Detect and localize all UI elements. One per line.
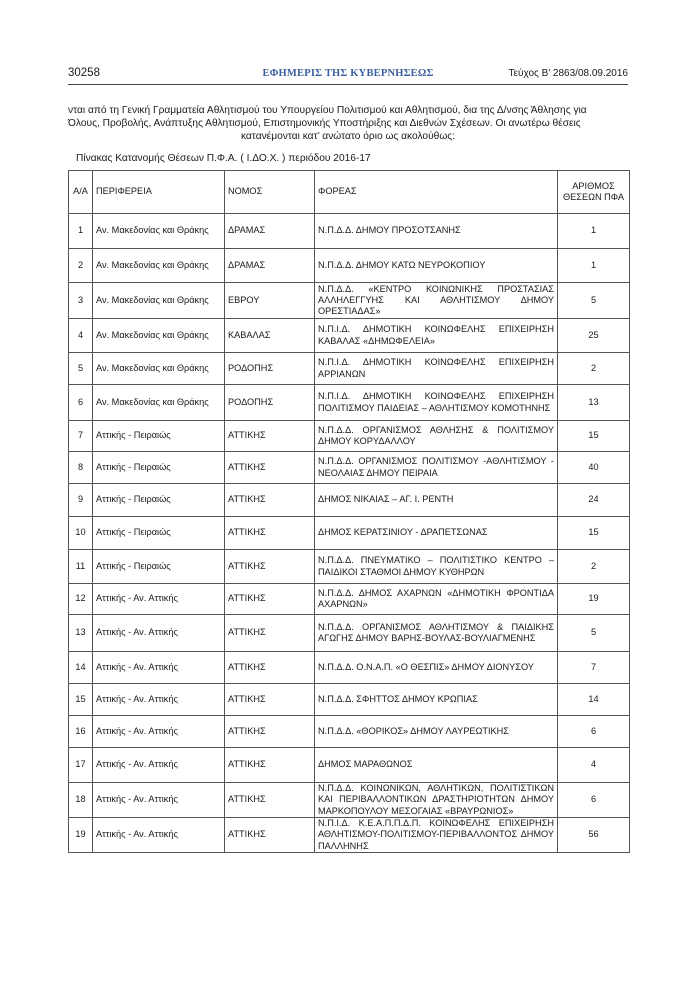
row-region: Αττικής - Πειραιώς <box>93 550 225 584</box>
header-prefecture: ΝΟΜΟΣ <box>225 171 315 214</box>
row-number: 19 <box>69 818 93 853</box>
row-number: 15 <box>69 684 93 716</box>
row-body: ΔΗΜΟΣ ΜΑΡΑΘΩΝΟΣ <box>315 748 558 783</box>
row-prefecture: ΡΟΔΟΠΗΣ <box>225 353 315 385</box>
row-positions: 2 <box>558 550 630 584</box>
row-number: 17 <box>69 748 93 783</box>
row-prefecture: ΑΤΤΙΚΗΣ <box>225 550 315 584</box>
row-body: Ν.Π.Δ.Δ. ΟΡΓΑΝΙΣΜΟΣ ΠΟΛΙΤΙΣΜΟΥ -ΑΘΛΗΤΙΣΜΟΥ - ΝΕΟΛΑΙΑΣ ΔΗΜΟΥ ΠΕΙΡΑΙΑ <box>315 452 558 484</box>
header-num: Α/Α <box>69 171 93 214</box>
row-prefecture: ΕΒΡΟΥ <box>225 283 315 319</box>
row-positions: 56 <box>558 818 630 853</box>
row-body: Ν.Π.Δ.Δ. ΟΡΓΑΝΙΣΜΟΣ ΑΘΛΗΣΗΣ & ΠΟΛΙΤΙΣΜΟΥ ΔΗΜΟΥ ΚΟΡΥΔΑΛΛΟΥ <box>315 421 558 452</box>
row-prefecture: ΚΑΒΑΛΑΣ <box>225 319 315 353</box>
gazette-title: ΕΦΗΜΕΡΙΣ ΤΗΣ ΚΥΒΕΡΝΗΣΕΩΣ <box>262 68 434 79</box>
row-positions: 6 <box>558 783 630 818</box>
row-number: 8 <box>69 452 93 484</box>
row-body: ΔΗΜΟΣ ΝΙΚΑΙΑΣ – ΑΓ. Ι. ΡΕΝΤΗ <box>315 484 558 517</box>
table-row <box>69 452 630 484</box>
row-body: Ν.Π.Ι.Δ. ΔΗΜΟΤΙΚΗ ΚΟΙΝΩΦΕΛΗΣ ΕΠΙΧΕΙΡΗΣΗ ΠΟΛΙΤΙΣΜΟΥ ΠΑΙΔΕΙΑΣ – ΑΘΛΗΤΙΣΜΟΥ ΚΟΜΟΤΗΝΗΣ <box>315 385 558 421</box>
row-positions: 14 <box>558 684 630 716</box>
row-body: Ν.Π.Δ.Δ. «ΘΟΡΙΚΟΣ» ΔΗΜΟΥ ΛΑΥΡΕΩΤΙΚΗΣ <box>315 716 558 748</box>
table-row <box>69 584 630 615</box>
row-region: Αττικής - Πειραιώς <box>93 452 225 484</box>
row-region: Αν. Μακεδονίας και Θράκης <box>93 319 225 353</box>
intro-line: Όλους, Προβολής, Ανάπτυξης Αθλητισμού, Επιστημονικής Υποστήριξης και Διεθνών Σχέσεων. Οι ανωτέρω θέσεις <box>68 118 581 130</box>
row-positions: 24 <box>558 484 630 517</box>
row-body: Ν.Π.Δ.Δ. ΔΗΜΟΥ ΚΑΤΩ ΝΕΥΡΟΚΟΠΙΟΥ <box>315 249 558 283</box>
row-positions: 25 <box>558 319 630 353</box>
intro-line: νται από τη Γενική Γραμματεία Αθλητισμού του Υπουργείου Πολιτισμού και Αθλητισμού, δια της Δ/νσης Άθλησης για <box>68 105 587 116</box>
page-number: 30258 <box>68 67 100 79</box>
row-positions: 19 <box>558 584 630 615</box>
row-prefecture: ΑΤΤΙΚΗΣ <box>225 517 315 550</box>
row-region: Αν. Μακεδονίας και Θράκης <box>93 249 225 283</box>
row-region: Αττικής - Αν. Αττικής <box>93 652 225 684</box>
row-positions: 5 <box>558 283 630 319</box>
table-row <box>69 652 630 684</box>
row-region: Αττικής - Αν. Αττικής <box>93 818 225 853</box>
row-number: 6 <box>69 385 93 421</box>
table-row <box>69 716 630 748</box>
row-number: 11 <box>69 550 93 584</box>
row-number: 5 <box>69 353 93 385</box>
row-positions: 2 <box>558 353 630 385</box>
header-positions: ΑΡΙΘΜΟΣ ΘΕΣΕΩΝ ΠΦΑ <box>558 171 630 214</box>
row-positions: 1 <box>558 214 630 249</box>
row-prefecture: ΑΤΤΙΚΗΣ <box>225 748 315 783</box>
row-number: 7 <box>69 421 93 452</box>
row-body: Ν.Π.Ι.Δ. ΔΗΜΟΤΙΚΗ ΚΟΙΝΩΦΕΛΗΣ ΕΠΙΧΕΙΡΗΣΗ ΚΑΒΑΛΑΣ «ΔΗΜΩΦΕΛΕΙΑ» <box>315 319 558 353</box>
row-prefecture: ΑΤΤΙΚΗΣ <box>225 615 315 652</box>
table-row <box>69 214 630 249</box>
table-row <box>69 249 630 283</box>
table-row <box>69 385 630 421</box>
row-positions: 7 <box>558 652 630 684</box>
table-row <box>69 484 630 517</box>
row-region: Αν. Μακεδονίας και Θράκης <box>93 353 225 385</box>
row-region: Αττικής - Αν. Αττικής <box>93 716 225 748</box>
table-row <box>69 748 630 783</box>
row-number: 4 <box>69 319 93 353</box>
table-row <box>69 353 630 385</box>
row-number: 2 <box>69 249 93 283</box>
table-row <box>69 421 630 452</box>
row-number: 13 <box>69 615 93 652</box>
row-prefecture: ΡΟΔΟΠΗΣ <box>225 385 315 421</box>
table-row <box>69 783 630 818</box>
header-body: ΦΟΡΕΑΣ <box>315 171 558 214</box>
row-body: Ν.Π.Δ.Δ. ΚΟΙΝΩΝΙΚΩΝ, ΑΘΛΗΤΙΚΩΝ, ΠΟΛΙΤΙΣΤΙΚΩΝ ΚΑΙ ΠΕΡΙΒΑΛΛΟΝΤΙΚΩΝ ΔΡΑΣΤΗΡΙΟΤΗΤΩΝ ΔΗΜΟΥ ΜΑΡΚΟΠΟΥΛΟΥ ΜΕΣΟΓΑΙΑΣ «ΒΡΑΥΡΩΝΙΟΣ» <box>315 783 558 818</box>
row-number: 9 <box>69 484 93 517</box>
row-region: Αττικής - Αν. Αττικής <box>93 748 225 783</box>
row-prefecture: ΑΤΤΙΚΗΣ <box>225 452 315 484</box>
row-prefecture: ΑΤΤΙΚΗΣ <box>225 783 315 818</box>
row-number: 14 <box>69 652 93 684</box>
row-prefecture: ΔΡΑΜΑΣ <box>225 249 315 283</box>
row-region: Αττικής - Αν. Αττικής <box>93 684 225 716</box>
row-positions: 1 <box>558 249 630 283</box>
row-body: Ν.Π.Δ.Δ. Ο.Ν.Α.Π. «Ο ΘΕΣΠΙΣ» ΔΗΜΟΥ ΔΙΟΝΥΣΟΥ <box>315 652 558 684</box>
row-prefecture: ΑΤΤΙΚΗΣ <box>225 421 315 452</box>
row-region: Αττικής - Αν. Αττικής <box>93 615 225 652</box>
issue-reference: Τεύχος Β’ 2863/08.09.2016 <box>508 68 628 79</box>
row-region: Αν. Μακεδονίας και Θράκης <box>93 385 225 421</box>
row-region: Αττικής - Πειραιώς <box>93 421 225 452</box>
row-positions: 40 <box>558 452 630 484</box>
row-region: Αττικής - Αν. Αττικής <box>93 783 225 818</box>
table-row <box>69 550 630 584</box>
row-positions: 5 <box>558 615 630 652</box>
row-number: 16 <box>69 716 93 748</box>
row-body: Ν.Π.Δ.Δ. ΔΗΜΟΥ ΠΡΟΣΟΤΣΑΝΗΣ <box>315 214 558 249</box>
intro-paragraph <box>68 104 628 144</box>
row-positions: 13 <box>558 385 630 421</box>
row-number: 12 <box>69 584 93 615</box>
row-body: Ν.Π.Δ.Δ. ΣΦΗΤΤΟΣ ΔΗΜΟΥ ΚΡΩΠΙΑΣ <box>315 684 558 716</box>
row-number: 1 <box>69 214 93 249</box>
row-region: Αν. Μακεδονίας και Θράκης <box>93 283 225 319</box>
row-number: 18 <box>69 783 93 818</box>
row-region: Αττικής - Πειραιώς <box>93 484 225 517</box>
table-row <box>69 283 630 319</box>
row-region: Αττικής - Αν. Αττικής <box>93 584 225 615</box>
row-prefecture: ΑΤΤΙΚΗΣ <box>225 818 315 853</box>
header-region: ΠΕΡΙΦΕΡΕΙΑ <box>93 171 225 214</box>
row-positions: 6 <box>558 716 630 748</box>
table-row <box>69 818 630 853</box>
row-positions: 15 <box>558 517 630 550</box>
row-positions: 4 <box>558 748 630 783</box>
table-row <box>69 684 630 716</box>
table-header-row <box>69 171 630 214</box>
row-body: Ν.Π.Δ.Δ. ΠΝΕΥΜΑΤΙΚΟ – ΠΟΛΙΤΙΣΤΙΚΟ ΚΕΝΤΡΟ – ΠΑΙΔΙΚΟΙ ΣΤΑΘΜΟΙ ΔΗΜΟΥ ΚΥΘΗΡΩΝ <box>315 550 558 584</box>
row-body: Ν.Π.Δ.Δ. ΟΡΓΑΝΙΣΜΟΣ ΑΘΛΗΤΙΣΜΟΥ & ΠΑΙΔΙΚΗΣ ΑΓΩΓΗΣ ΔΗΜΟΥ ΒΑΡΗΣ-ΒΟΥΛΑΣ-ΒΟΥΛΙΑΓΜΕΝΗΣ <box>315 615 558 652</box>
row-prefecture: ΑΤΤΙΚΗΣ <box>225 684 315 716</box>
row-region: Αν. Μακεδονίας και Θράκης <box>93 214 225 249</box>
table-caption: Πίνακας Κατανομής Θέσεων Π.Φ.Α. ( Ι.ΔΟ.Χ. ) περιόδου 2016-17 <box>76 153 371 164</box>
header-divider <box>68 84 628 85</box>
table-row <box>69 319 630 353</box>
row-prefecture: ΑΤΤΙΚΗΣ <box>225 652 315 684</box>
page-header <box>68 67 628 83</box>
row-body: Ν.Π.Δ.Δ. ΔΗΜΟΣ ΑΧΑΡΝΩΝ «ΔΗΜΟΤΙΚΗ ΦΡΟΝΤΙΔΑ ΑΧΑΡΝΩΝ» <box>315 584 558 615</box>
row-prefecture: ΔΡΑΜΑΣ <box>225 214 315 249</box>
row-body: Ν.Π.Δ.Δ. «ΚΕΝΤΡΟ ΚΟΙΝΩΝΙΚΗΣ ΠΡΟΣΤΑΣΙΑΣ ΑΛΛΗΛΕΓΓΥΗΣ ΚΑΙ ΑΘΛΗΤΙΣΜΟΥ ΔΗΜΟΥ ΟΡΕΣΤΙΑΔΑΣ» <box>315 283 558 319</box>
row-prefecture: ΑΤΤΙΚΗΣ <box>225 584 315 615</box>
row-number: 3 <box>69 283 93 319</box>
table-row <box>69 517 630 550</box>
allocation-table <box>68 170 630 853</box>
row-number: 10 <box>69 517 93 550</box>
row-body: ΔΗΜΟΣ ΚΕΡΑΤΣΙΝΙΟΥ - ΔΡΑΠΕΤΣΩΝΑΣ <box>315 517 558 550</box>
row-prefecture: ΑΤΤΙΚΗΣ <box>225 484 315 517</box>
row-region: Αττικής - Πειραιώς <box>93 517 225 550</box>
row-body: Ν.Π.Ι.Δ. ΔΗΜΟΤΙΚΗ ΚΟΙΝΩΦΕΛΗΣ ΕΠΙΧΕΙΡΗΣΗ ΑΡΡΙΑΝΩΝ <box>315 353 558 385</box>
row-body: Ν.Π.Ι.Δ. Κ.Ε.Α.Π.Π.Δ.Π. ΚΟΙΝΩΦΕΛΗΣ ΕΠΙΧΕΙΡΗΣΗ ΑΘΛΗΤΙΣΜΟΥ-ΠΟΛΙΤΙΣΜΟΥ-ΠΕΡΙΒΑΛΛΟΝΤΟΣ ΔΗΜΟΥ ΠΑΛΛΗΝΗΣ <box>315 818 558 853</box>
row-prefecture: ΑΤΤΙΚΗΣ <box>225 716 315 748</box>
table-row <box>69 615 630 652</box>
intro-line: κατανέμονται κατ’ ανώτατο όριο ως ακολούθως: <box>240 131 456 143</box>
row-positions: 15 <box>558 421 630 452</box>
